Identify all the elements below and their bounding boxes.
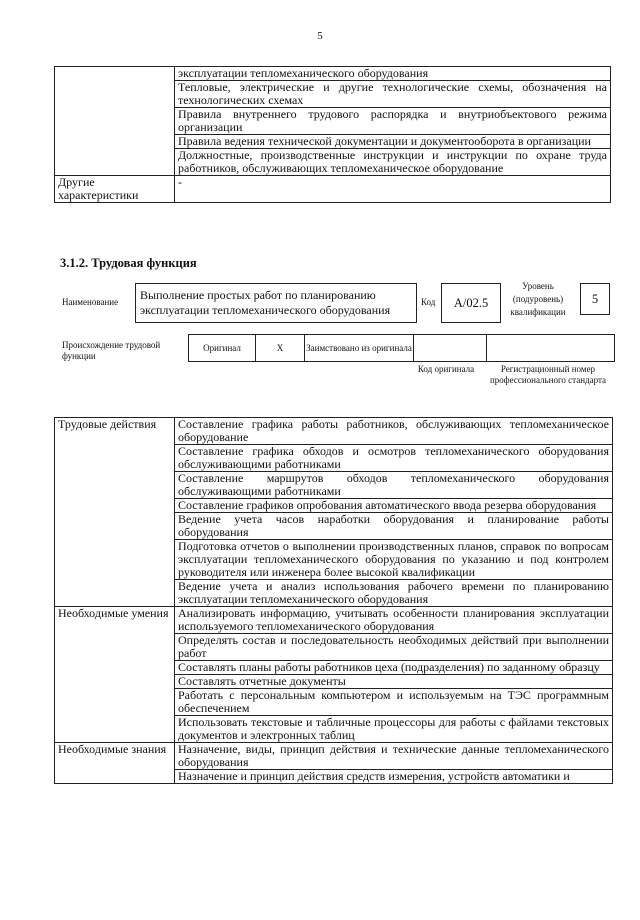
table-cell: Ведение учета часов наработки оборудования и планирование работы оборудования [175, 513, 613, 540]
original-code-cell [414, 335, 487, 362]
table-cell: Работать с персональным компьютером и используемым на ТЭС программным обеспечением [175, 689, 613, 716]
table-cell: Определять состав и последовательность необходимых действий при выполнении работ [175, 634, 613, 661]
borrowed-label: Заимствовано из оригинала [305, 335, 414, 362]
table-cell: Составлять отчетные документы [175, 675, 613, 689]
table-cell: Правила ведения технической документации и документооборота в организации [175, 135, 611, 149]
table-cell: эксплуатации тепломеханического оборудования [175, 67, 611, 81]
table-cell: Должностные, производственные инструкции и инструкции по охране труда работников, обслуживающих тепломеханическое оборудование [175, 149, 611, 176]
function-code-field: А/02.5 [441, 283, 501, 323]
function-name-field: Выполнение простых работ по планированию эксплуатации тепломеханического оборудования [135, 283, 417, 323]
original-label: Оригинал [189, 335, 256, 362]
table-cell: Ведение учета и анализ использования рабочего времени по планированию эксплуатации тепломеханического оборудования [175, 580, 613, 607]
section-title: 3.1.2. Трудовая функция [60, 256, 197, 270]
row-label: Трудовые действия [55, 418, 175, 607]
table-cell: Анализировать информацию, учитывать особенности планирования эксплуатации используемого тепломеханического оборудования [175, 607, 613, 634]
table-cell: Назначение и принцип действия средств измерения, устройств автоматики и [175, 770, 613, 784]
table-cell: Использовать текстовые и табличные процессоры для работы с файлами текстовых документов и электронных таблиц [175, 716, 613, 743]
name-label: Наименование [62, 297, 119, 307]
table-cell: Подготовка отчетов о выполнении производственных планов, справок по вопросам эксплуатации тепломеханического оборудования по указанию и под контролем руководителя или инженера более высокой квалификации [175, 540, 613, 580]
table-row [55, 607, 613, 634]
origin-table [188, 334, 615, 362]
table-row [55, 743, 613, 770]
page-number: 5 [317, 30, 323, 42]
code-label: Код [421, 297, 436, 307]
table-row [55, 176, 611, 203]
original-mark: X [256, 335, 305, 362]
original-code-caption: Код оригинала [417, 364, 475, 374]
registration-number-cell [487, 335, 615, 362]
table-cell: Назначение, виды, принцип действия и технические данные тепломеханического оборудования [175, 743, 613, 770]
table-cell: - [175, 176, 611, 203]
labor-function-table [54, 417, 613, 784]
row-label [55, 67, 175, 176]
table-cell: Составление графиков опробования автоматического ввода резерва оборудования [175, 499, 613, 513]
table-cell: Составление маршрутов обходов тепломеханического оборудования обслуживающими работниками [175, 472, 613, 499]
row-label: Необходимые умения [55, 607, 175, 743]
table-cell: Составление графика обходов и осмотров тепломеханического оборудования обслуживающими работниками [175, 445, 613, 472]
table-cell: Правила внутреннего трудового распорядка и внутриобъектового режима организации [175, 108, 611, 135]
table-cell: Тепловые, электрические и другие технологические схемы, обозначения на технологических схемах [175, 81, 611, 108]
row-label: Необходимые знания [55, 743, 175, 784]
table-cell: Составлять планы работы работников цеха (подразделения) по заданному образцу [175, 661, 613, 675]
row-label: Другие характеристики [55, 176, 175, 203]
table-row [55, 67, 611, 81]
qualification-level-field: 5 [580, 283, 610, 315]
registration-number-caption: Регистрационный номер профессионального стандарта [489, 364, 607, 385]
table-cell: Составление графика работы работников, обслуживающих тепломеханическое оборудование [175, 418, 613, 445]
requirements-table-continued [54, 66, 611, 203]
table-row [55, 418, 613, 445]
qualification-level-label: Уровень (подуровень) квалификации [510, 281, 566, 317]
origin-label: Происхождение трудовой функции [62, 340, 161, 361]
